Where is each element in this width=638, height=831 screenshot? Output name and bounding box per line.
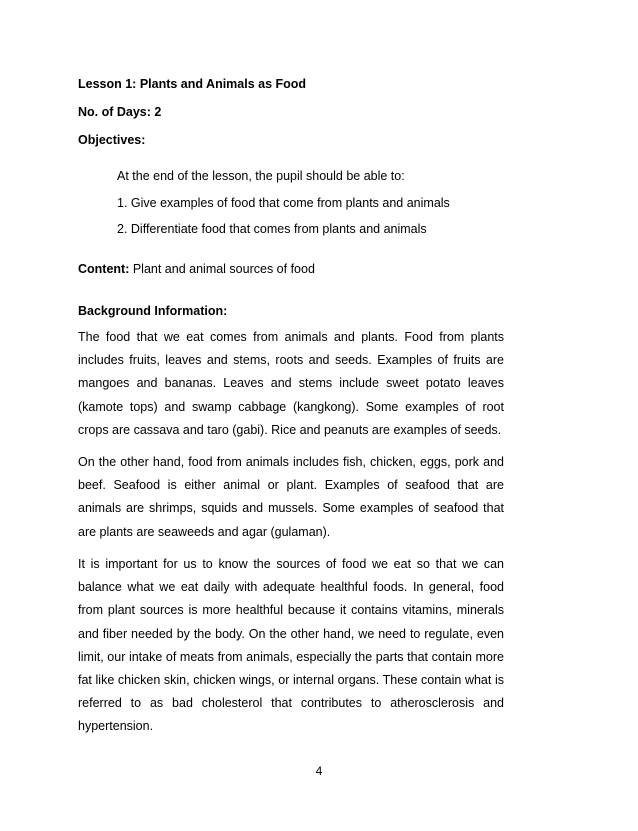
objective-item: 1. Give examples of food that come from plants and animals [117, 196, 450, 210]
page-number: 4 [315, 764, 323, 778]
background-heading: Background Information: [78, 304, 228, 318]
paragraph: The food that we eat comes from animals and plants. Food from plants includes fruits, leaves and stems, roots and seeds. Examples of fruits are mangoes and bananas. Leaves and stems include sweet potato leaves (kamote tops) and swamp cabbage (kangkong). Some examples of root crops are cassava and taro (gabi). Rice and peanuts are examples of seeds. [78, 330, 504, 437]
days-count: No. of Days: 2 [78, 105, 162, 119]
lesson-title: Lesson 1: Plants and Animals as Food [78, 77, 307, 91]
objective-item: 2. Differentiate food that comes from plants and animals [117, 222, 427, 236]
paragraph: It is important for us to know the sources of food we eat so that we can balance what we eat daily with adequate healthful foods. In general, food from plant sources is more healthful because it contains vitamins, minerals and fiber needed by the body. On the other hand, we need to regulate, even limit, our intake of meats from animals, especially the parts that contain more fat like chicken skin, chicken wings, or internal organs. These contain what is referred to as bad cholesterol that contributes to atherosclerosis and hypertension. [78, 557, 504, 734]
paragraph: On the other hand, food from animals includes fish, chicken, eggs, pork and beef. Seafood is either animal or plant. Examples of seafood that are animals are shrimps, squids and mussels. Some examples of seafood that are plants are seaweeds and agar (gulaman). [78, 455, 504, 539]
objectives-heading: Objectives: [78, 133, 146, 147]
content-label: Content: [78, 262, 130, 276]
objectives-intro: At the end of the lesson, the pupil should be able to: [117, 169, 405, 183]
content-text: Plant and animal sources of food [129, 262, 315, 276]
content-line [78, 262, 315, 276]
